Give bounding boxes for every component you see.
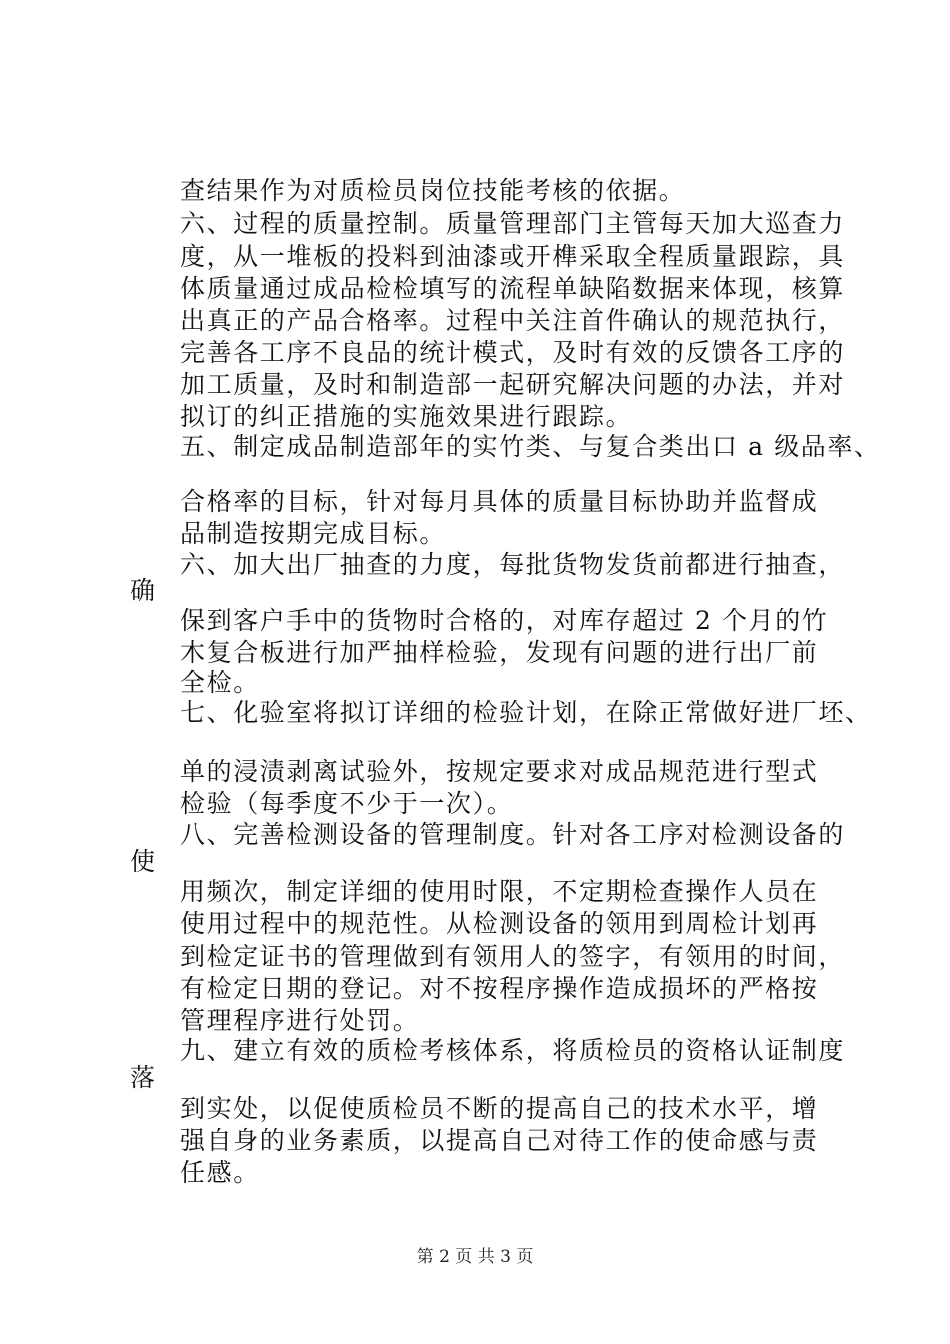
text-line: 体质量通过成品检检填写的流程单缺陷数据来体现，核算: [180, 274, 846, 303]
text-line: 拟订的纠正措施的实施效果进行跟踪。: [180, 402, 633, 431]
text-line: 管理程序进行处罚。: [180, 1006, 420, 1035]
text-line: 出真正的产品合格率。过程中关注首件确认的规范执行，: [180, 306, 846, 335]
text-line: 任感。: [180, 1158, 260, 1187]
text-line: 六、加大出厂抽查的力度，每批货物发货前都进行抽查，: [180, 550, 846, 579]
text-line: 查结果作为对质检员岗位技能考核的依据。: [180, 176, 686, 205]
text-line: 八、完善检测设备的管理制度。针对各工序对检测设备的: [180, 820, 846, 849]
text-line: 五、制定成品制造部年的实竹类、与复合类出口 a 级品率、: [180, 432, 881, 461]
wrapped-character: 使: [130, 847, 156, 876]
text-line: 检验（每季度不少于一次）。: [180, 789, 514, 818]
page-number-footer: 第 2 页 共 3 页: [416, 1247, 534, 1267]
text-line: 用频次，制定详细的使用时限，不定期检查操作人员在: [180, 877, 819, 906]
text-line: 保到客户手中的货物时合格的，对库存超过 2 个月的竹: [180, 606, 829, 635]
text-line: 六、过程的质量控制。质量管理部门主管每天加大巡查力: [180, 209, 846, 238]
text-line: 合格率的目标，针对每月具体的质量目标协助并监督成: [180, 487, 819, 516]
wrapped-character: 落: [130, 1063, 156, 1092]
text-line: 完善各工序不良品的统计模式，及时有效的反馈各工序的: [180, 338, 846, 367]
text-line: 到实处，以促使质检员不断的提高自己的技术水平，增: [180, 1094, 819, 1123]
text-line: 单的浸渍剥离试验外，按规定要求对成品规范进行型式: [180, 757, 819, 786]
text-line: 木复合板进行加严抽样检验，发现有问题的进行出厂前: [180, 638, 819, 667]
text-line: 度，从一堆板的投料到油漆或开榫采取全程质量跟踪，具: [180, 242, 846, 271]
wrapped-character: 确: [130, 576, 156, 605]
text-line: 有检定日期的登记。对不按程序操作造成损坏的严格按: [180, 974, 819, 1003]
text-line: 到检定证书的管理做到有领用人的签字，有领用的时间，: [180, 942, 846, 971]
text-line: 品制造按期完成目标。: [180, 519, 447, 548]
text-line: 九、建立有效的质检考核体系，将质检员的资格认证制度: [180, 1036, 846, 1065]
text-line: 全检。: [180, 668, 260, 697]
text-line: 七、化验室将拟订详细的检验计划，在除正常做好进厂坯、: [180, 698, 872, 727]
text-line: 强自身的业务素质，以提高自己对待工作的使命感与责: [180, 1126, 819, 1155]
text-line: 加工质量，及时和制造部一起研究解决问题的办法，并对: [180, 370, 846, 399]
text-line: 使用过程中的规范性。从检测设备的领用到周检计划再: [180, 909, 819, 938]
